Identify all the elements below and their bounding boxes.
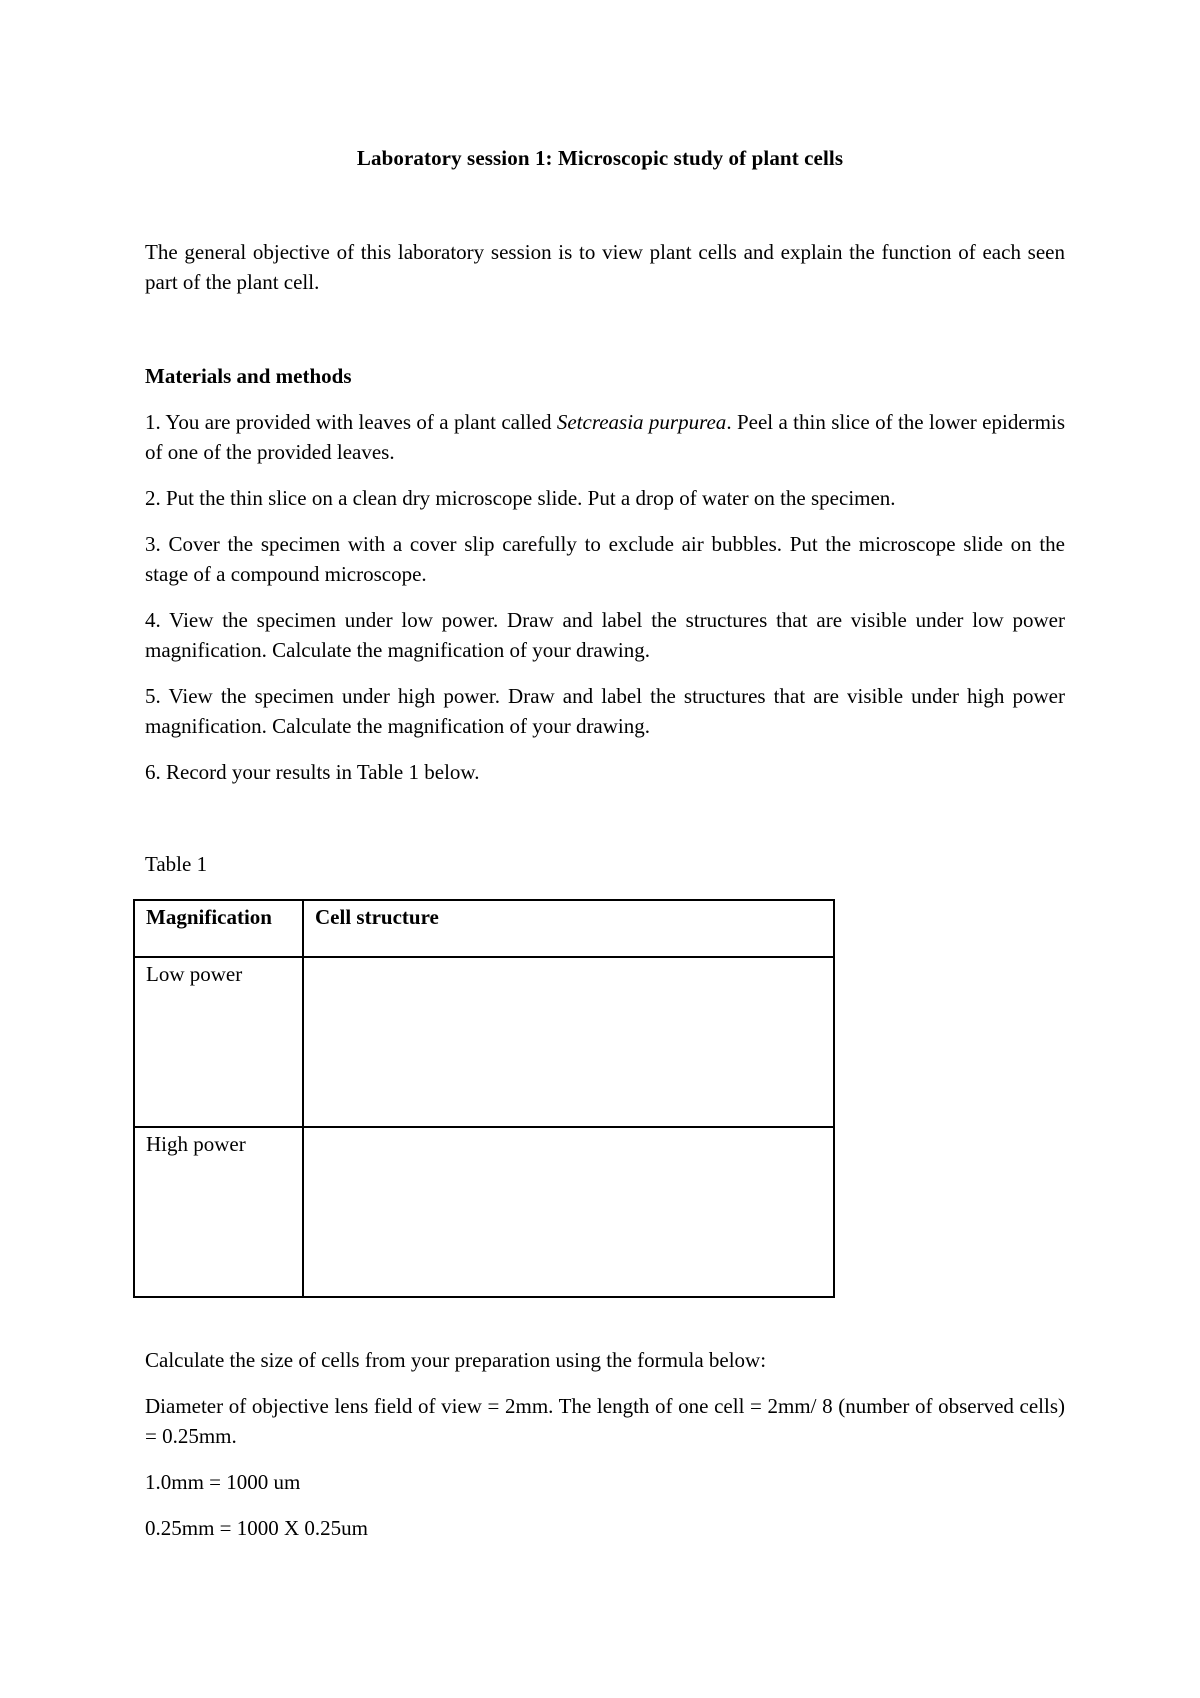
page-title: Laboratory session 1: Microscopic study of plant cells: [356, 146, 844, 170]
calculation-formula: Diameter of objective lens field of view = 2mm. The length of one cell = 2mm/ 8 (number of observed cells) = 0.25mm.: [145, 1394, 1065, 1448]
row-magnification-low: Low power: [134, 957, 303, 1127]
table-caption: Table 1: [145, 852, 208, 876]
row-magnification-high: High power: [134, 1127, 303, 1297]
step-1-prefix: 1. You are provided with leaves of a plant called: [145, 410, 557, 434]
step-4: 4. View the specimen under low power. Draw and label the structures that are visible under low power magnification. Calculate the magnification of your drawing.: [145, 608, 1065, 662]
step-6: 6. Record your results in Table 1 below.: [145, 760, 480, 784]
conversion-line-1: 1.0mm = 1000 um: [145, 1470, 301, 1494]
step-1: [145, 407, 1065, 467]
results-table: [133, 899, 835, 1298]
row-structure-low[interactable]: [303, 957, 834, 1127]
header-magnification-label: Magnification: [146, 905, 272, 929]
table-row: [134, 957, 834, 1127]
conversion-line-2: 0.25mm = 1000 X 0.25um: [145, 1516, 369, 1540]
table-row: [134, 1127, 834, 1297]
calculation-intro: Calculate the size of cells from your preparation using the formula below:: [145, 1348, 767, 1372]
step-5: 5. View the specimen under high power. Draw and label the structures that are visible under high power magnification. Calculate the magnification of your drawing.: [145, 684, 1065, 738]
row-structure-high[interactable]: [303, 1127, 834, 1297]
materials-heading: Materials and methods: [145, 364, 352, 388]
header-cell-structure: Cell structure: [303, 900, 834, 957]
objective-paragraph: The general objective of this laboratory session is to view plant cells and explain the function of each seen part of the plant cell.: [145, 240, 1065, 294]
step-2: 2. Put the thin slice on a clean dry microscope slide. Put a drop of water on the specimen.: [145, 486, 896, 510]
species-name: Setcreasia purpurea: [556, 410, 727, 434]
header-magnification: [134, 900, 303, 957]
step-1-suffix: . Peel a thin slice of the lower epidermis of one of the provided leaves.: [145, 410, 1065, 464]
table-header-row: [134, 900, 834, 957]
step-3: 3. Cover the specimen with a cover slip carefully to exclude air bubbles. Put the microscope slide on the stage of a compound microscope.: [145, 532, 1065, 586]
